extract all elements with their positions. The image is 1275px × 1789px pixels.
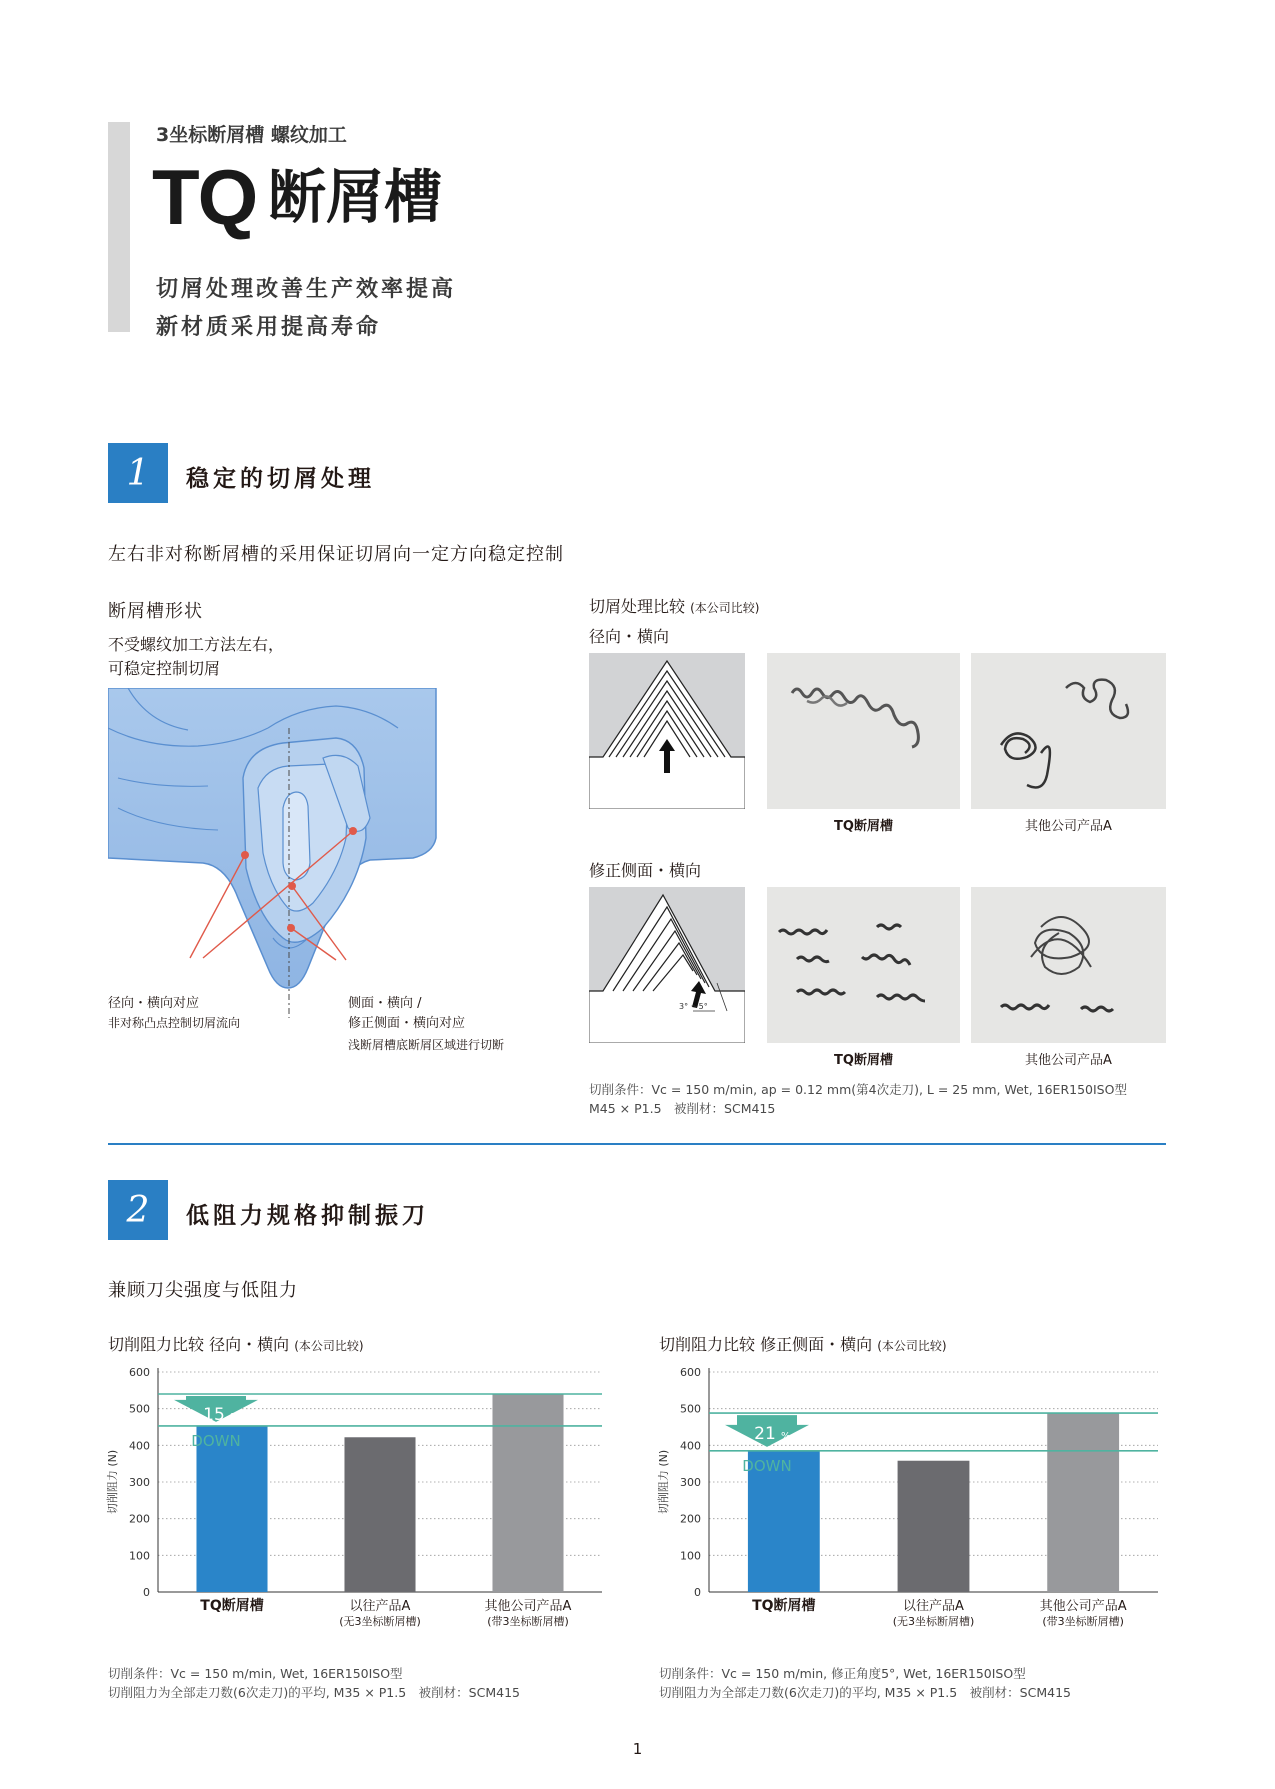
caption-other-row1: 其他公司产品A [1025,819,1112,834]
tagline-2: 新材质采用提高寿命 [156,315,382,340]
chart-2 [651,1360,1166,1660]
shape-desc-2: 可稳定控制切屑 [108,659,221,678]
section-1-title: 稳定的切屑处理 [186,466,375,492]
section-1-cond-1: 切削条件：Vc = 150 m/min, ap = 0.12 mm(第4次走刀), L = 25 mm, Wet, 16ER150ISO型 [589,1082,1127,1097]
chip-photo-tq-flank [767,887,960,1043]
chart-1-title-wrap [108,1332,364,1355]
schematic-radial [589,653,745,809]
chart-1-bar [196,1426,267,1592]
chart-1-bar [492,1394,563,1592]
schematic-flank [589,887,745,1043]
chart-2-ytick: 500 [680,1402,701,1416]
chart-2-bar [898,1461,970,1592]
chart-1-category-label: 以往产品A [349,1599,411,1614]
chart-1-ytick: 0 [143,1586,150,1599]
row1-title: 径向・横向 [589,627,670,646]
chart-1-cond-1: 切削条件：Vc = 150 m/min, Wet, 16ER150ISO型 [108,1666,403,1681]
caption-other-row2: 其他公司产品A [1025,1053,1112,1068]
photo-other-flank [971,887,1166,1043]
chart-2-category-sub: (带3坐标断屑槽) [1042,1615,1124,1628]
chart-2-title-note: (本公司比较) [877,1339,947,1353]
photo-tq-radial [767,653,960,809]
compare-note: (本公司比较) [690,601,760,615]
caption-tq-row1: TQ断屑槽 [834,819,893,834]
label-right-2: 修正侧面・横向对应 [348,1016,466,1031]
chart-1-category-label: TQ断屑槽 [200,1598,264,1614]
row2-title: 修正侧面・横向 [589,861,702,880]
title-cn: 断屑槽 [268,163,443,231]
chart-2-annotation-text: DOWN [742,1456,792,1475]
kicker: 3坐标断屑槽 螺纹加工 [156,124,347,146]
chart-1-ytick: 300 [129,1476,150,1489]
chart-2-category-sub: (无3坐标断屑槽) [892,1615,975,1628]
chart-2-title-wrap [659,1332,947,1355]
chart-1-cond-2: 切削阻力为全部走刀数(6次走刀)的平均, M35 × P1.5 被削材：SCM415 [108,1685,520,1700]
chart-1-ytick: 600 [129,1366,150,1379]
chart-2-ytick: 300 [680,1476,701,1489]
chart-1-ytick: 200 [129,1512,150,1526]
chart-1-title-note: (本公司比较) [294,1339,364,1353]
label-right-3: 浅断屑槽底断屑区域进行切断 [348,1038,505,1052]
chart-2-cond-2: 切削阻力为全部走刀数(6次走刀)的平均, M35 × P1.5 被削材：SCM415 [659,1685,1071,1700]
label-left-2: 非对称凸点控制切屑流向 [108,1016,241,1030]
title-accent-bar [108,122,130,332]
section-1-cond-2: M45 × P1.5 被削材：SCM415 [589,1101,776,1116]
chart-2-ylabel: 切削阻力 (N) [657,1449,670,1515]
section-2-title: 低阻力规格抑制振刀 [186,1203,429,1229]
chart-1-annotation-text: DOWN [191,1431,241,1450]
compare-title-wrap [589,594,759,617]
compare-title: 切屑处理比较 [589,597,686,616]
chart-2-annotation-unit: % [781,1431,791,1443]
chart-1-category-sub: (带3坐标断屑槽) [487,1615,569,1628]
section-1-lead: 左右非对称断屑槽的采用保证切屑向一定方向稳定控制 [108,544,564,565]
chart-2-ytick: 400 [680,1439,701,1453]
caption-tq-row2: TQ断屑槽 [834,1053,893,1068]
tagline-1: 切屑处理改善生产效率提高 [156,277,457,302]
angle-label: 3° 〜5° [679,1002,708,1011]
chip-photo-tq-radial [767,653,960,809]
chip-photo-other-radial [971,653,1166,809]
chart-2-category-label: TQ断屑槽 [752,1598,816,1614]
chart-2-category-label: 以往产品A [903,1599,964,1614]
chart-1-ytick: 500 [129,1402,150,1416]
chart-2-ytick: 600 [680,1366,701,1379]
chart-1 [100,1360,610,1660]
title-latin: TQ [152,153,257,241]
shape-desc-1: 不受螺纹加工方法左右， [108,635,285,654]
section-2-number: 2 [108,1180,168,1240]
chart-2-annotation-pct: 21 [754,1424,776,1445]
chip-photo-other-flank [971,887,1166,1043]
label-left-1: 径向・横向对应 [108,996,200,1011]
chart-2-bar [1047,1413,1119,1592]
chart-1-ytick: 100 [129,1549,150,1563]
chart-1-annotation-pct: 15 [203,1405,225,1425]
shape-title: 断屑槽形状 [108,601,203,622]
chart-1-ytick: 400 [129,1439,150,1453]
chipbreaker-illustration [108,688,538,1028]
chart-1-category-label: 其他公司产品A [484,1599,572,1614]
chart-2-category-label: 其他公司产品A [1039,1599,1127,1614]
chart-2-cond-1: 切削条件：Vc = 150 m/min, 修正角度5°, Wet, 16ER150ISO型 [659,1666,1026,1681]
chart-2-title: 切削阻力比较 修正侧面・横向 [659,1335,873,1354]
photo-tq-flank [767,887,960,1043]
section-2-lead: 兼顾刀尖强度与低阻力 [108,1280,298,1301]
chart-2-ytick: 0 [694,1586,701,1599]
chart-1-category-sub: (无3坐标断屑槽) [339,1615,421,1628]
chart-1-ylabel: 切削阻力 (N) [106,1449,119,1515]
section-1-number: 1 [108,443,168,503]
section-divider [108,1143,1166,1145]
chart-1-bar [344,1437,415,1592]
label-right-1: 侧面・横向 / [348,996,422,1011]
page-number: 1 [632,1740,643,1758]
chart-2-ytick: 100 [680,1549,701,1563]
chart-1-annotation-unit: % [230,1412,240,1423]
chart-2-ytick: 200 [680,1512,701,1526]
chart-1-title: 切削阻力比较 径向・横向 [108,1335,290,1354]
photo-other-radial [971,653,1166,809]
